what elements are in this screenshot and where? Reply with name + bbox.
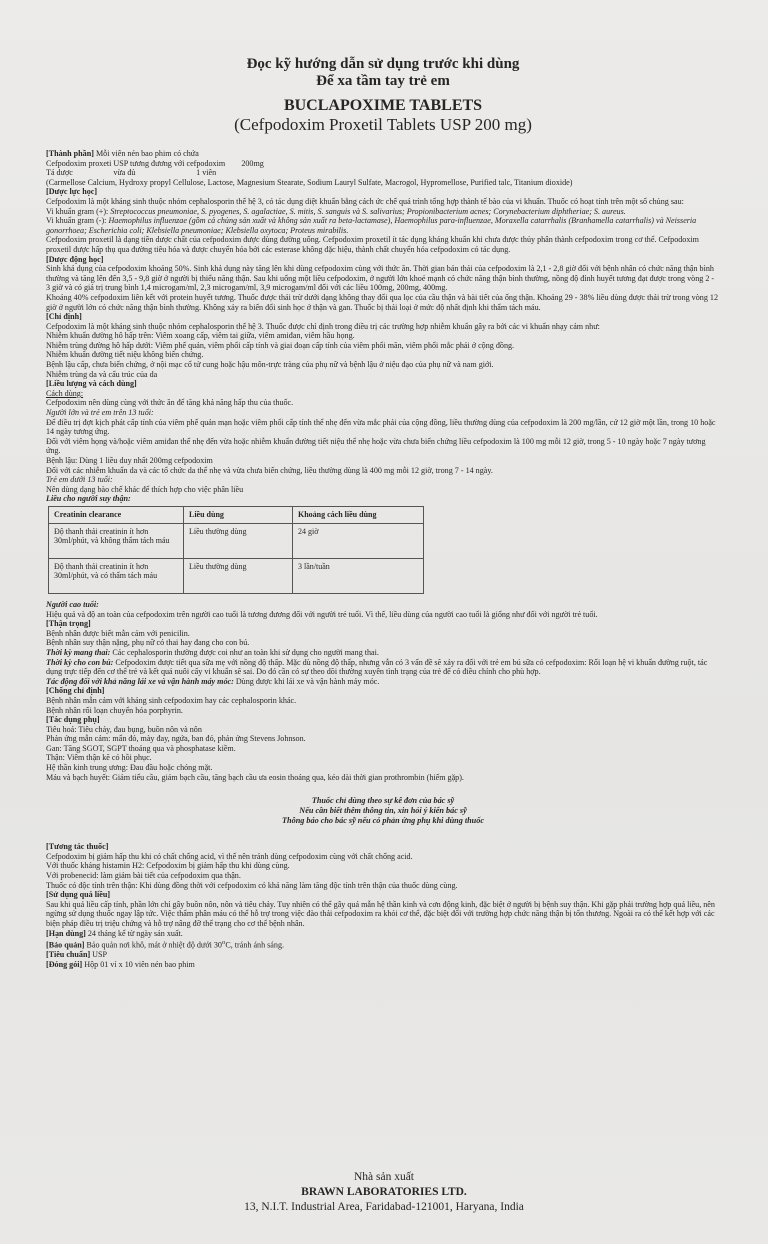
indication-line: Nhiễm trùng đường hô hấp dưới: Viêm phế quản, viêm phổi cấp tính và giai đoạn cấp tính của viêm phổi mãn, viêm phổi mắc phải ở cộng đồng. bbox=[46, 340, 515, 350]
usage-label: Cách dùng: bbox=[46, 388, 84, 398]
table-cell: Liều thường dùng bbox=[184, 523, 293, 558]
side-effect-line: Máu và bạch huyết: Giảm tiểu cầu, giảm bạch cầu, tăng bạch cầu ưa eosin thoáng qua, kéo dài thời gian prothrombin (hiếm gặp). bbox=[46, 772, 464, 782]
adult-dosage-label: Người lớn và trẻ em trên 13 tuổi: bbox=[46, 408, 154, 418]
interaction-line: Cefpodoxim bị giảm hấp thu khi có chất chống acid, vì thế nên tránh dùng cefpodoxim cùng với chất chống acid. bbox=[46, 851, 413, 861]
composition-excipients: (Carmellose Calcium, Hydroxy propyl Cellulose, Lactose, Magnesium Stearate, Sodium Lauryl Sulfate, Macrogol, Hypromellose, Purified talc, Titanium dioxide) bbox=[46, 177, 573, 187]
storage: [Bảo quản] Bảo quản nơi khô, mát ở nhiệt độ dưới 30$^o$C, tránh ánh sáng. bbox=[46, 939, 285, 950]
manufacturer-address: 13, N.I.T. Industrial Area, Faridabad-121001, Haryana, India bbox=[244, 1201, 524, 1213]
indications-heading: [Chỉ định] bbox=[46, 312, 82, 322]
pregnancy-note: Thời kỳ mang thai: Các cephalosporin thường được coi như an toàn khi sử dụng cho người mang thai. bbox=[46, 647, 379, 657]
adult-dosage-line: Để điều trị đợt kịch phát cấp tính của viêm phế quản mạn hoặc viêm phổi cấp tính thể nhẹ đến vừa mắc phải của cộng đồng, liều thường dùng của cefpodoxim là 200 mg/lần, cứ 12 giờ một lần, trong 10 hoặc 14 ngày tương ứng. bbox=[46, 417, 716, 437]
interactions-heading: [Tương tác thuốc] bbox=[46, 842, 109, 852]
indication-line: Cefpodoxim là một kháng sinh thuộc nhóm cephalosporin thế hệ 3. Thuốc được chỉ định trong điều trị các trường hợp nhiễm khuẩn gây ra bởi các vi khuẩn nhạy cảm như: bbox=[46, 321, 600, 331]
side-effect-line: Phản ứng mẫn cảm: mẩn đỏ, mày đay, ngứa, ban đỏ, phản ứng Stevens Johnson. bbox=[46, 734, 306, 744]
precaution-line: Bệnh nhân suy thận nặng, phụ nữ có thai hay đang cho con bú. bbox=[46, 638, 250, 648]
gram-negative: Vi khuẩn gram (-): Haemophilus influenzae (gồm cả chủng sản xuất và không sản xuất ra beta-lactamase), Haemophilus para-influenzae, Moraxella catarrhalis (Branhamella catarrhalis) và Neisseria gonorrhoea; Escherichia coli; Klebsiella pneumoniae; Klebsiella oxytoca; Proteus mirabilis. bbox=[46, 216, 697, 235]
pharmacodynamics-p2: Cefpodoxim proxetil là dạng tiền dược chất của cefpodoxim được dùng đường uống. Cefpodoxim proxetil ít tác dụng kháng khuẩn khi chưa được thủy phân thành cefpodoxim trong cơ thể. Cefpodoxim proxetil được hấp thụ qua đường tiêu hóa và được chuyển hóa bởi các esterase không đặc hiệu, thành chất chuyển hóa cefpodoxim có tác dụng. bbox=[46, 235, 699, 254]
table-header-row bbox=[49, 506, 424, 523]
warning-keep-away-children: Để xa tầm tay trẻ em bbox=[316, 73, 450, 89]
precaution-line: Bệnh nhân được biết mẫn cảm với penicilin. bbox=[46, 628, 190, 638]
indication-line: Nhiễm khuẩn đường hô hấp trên: Viêm xoang cấp, viêm tai giữa, viêm amiđan, viêm hầu họng. bbox=[46, 331, 355, 341]
lactation-note: Thời kỳ cho con bú: Cefpodoxim được tiết qua sữa mẹ với nồng độ thấp. Mặc dù nồng độ thấp, nhưng vẫn có 3 vấn đề sẽ xảy ra đối với trẻ em bú sữa có cefpodoxim: Rối loạn hệ vi khuẩn đường ruột, tác dụng trực tiếp đến cơ thể trẻ và kết quả nuôi cấy vi khuẩn sẽ sai. Do đó cần có sự theo dõi thường xuyên tình trạng của trẻ để có điều chỉnh cho phù hợp. bbox=[46, 657, 708, 677]
interaction-line: Thuốc có độc tính trên thận: Khi dùng đồng thời với cefpodoxim có khả năng làm tăng độc tính trên thận của thuốc dùng cùng. bbox=[46, 880, 458, 890]
interaction-line: Với thuốc kháng histamin H2: Cefpodoxim bị giảm hấp thu khi dùng cùng. bbox=[46, 861, 290, 871]
notice-ask-doctor: Nếu cần biết thêm thông tin, xin hỏi ý kiến bác sỹ bbox=[299, 806, 467, 816]
generic-name: (Cefpodoxim Proxetil Tablets USP 200 mg) bbox=[234, 115, 532, 134]
elderly-label: Người cao tuổi: bbox=[46, 599, 99, 609]
elderly-text: Hiệu quả và độ an toàn của cefpodoxim trên người cao tuổi là tương đương đối với người trẻ tuổi. Vì thế, liều dùng của người cao tuổi là giống như đối với người trẻ tuổi. bbox=[46, 609, 598, 619]
manufacturer-block bbox=[0, 1170, 768, 1215]
side-effects-heading: [Tác dụng phụ] bbox=[46, 715, 100, 725]
dosage-heading: [Liều lượng và cách dùng] bbox=[46, 379, 137, 389]
side-effect-line: Gan: Tăng SGOT, SGPT thoáng qua và phosphatase kiềm. bbox=[46, 743, 236, 753]
table-header: Liều dùng bbox=[184, 506, 293, 523]
adult-dosage-line: Đối với viêm họng và/hoặc viêm amiđan thể nhẹ đến vừa hoặc nhiễm khuẩn đường tiết niệu thể nhẹ hoặc vừa chưa biến chứng liều cefpodoxim là 100 mg mỗi 12 giờ, trong 5 - 10 ngày hoặc 7 ngày tương ứng. bbox=[46, 436, 706, 456]
table-cell: Độ thanh thải creatinin ít hơn 30ml/phút, và không thẩm tách máu bbox=[49, 523, 184, 558]
pharmacokinetics-p1: Sinh khả dụng của cefpodoxim khoảng 50%. Sinh khả dụng này tăng lên khi dùng cefpodoxim cùng với thức ăn. Thời gian bán thải của cefpodoxim là 2,1 - 2,8 giờ đối với bệnh nhân có chức năng thận bình thường và tăng lên đến 3,5 - 9,8 giờ ở người bị thiểu năng thận. Sau khi uống một liều cefpodoxim, ở người lớn khoẻ mạnh có chức năng thận bình thường, nồng độ đỉnh huyết tương đạt được trong vòng 2 - 3 giờ và có giá trị trung bình 1,4 microgam/ml, 2,3 microgam/ml, 3,9 microgam/ml đối với các liều 100mg, 200mg, 400mg. bbox=[46, 264, 715, 293]
standard: [Tiêu chuẩn] USP bbox=[46, 950, 108, 960]
table-cell: 3 lần/tuần bbox=[293, 558, 424, 593]
adult-dosage-line: Bệnh lậu: Dùng 1 liều duy nhất 200mg cefpodoxim bbox=[46, 456, 213, 465]
pharmacodynamics-heading: [Dược lực học] bbox=[46, 187, 98, 197]
renal-dosage-label: Liều cho người suy thận: bbox=[46, 494, 131, 504]
manufacturer-name: BRAWN LABORATORIES LTD. bbox=[301, 1186, 467, 1198]
table-header: Khoảng cách liều dùng bbox=[293, 506, 424, 523]
composition-line1: Cefpodoxim proxeti USP tương đương với cefpodoxim 200mg bbox=[46, 158, 264, 168]
pharmacodynamics-p1: Cefpodoxim là một kháng sinh thuộc nhóm cephalosporin thế hệ 3, có tác dụng diệt khuẩn bằng cách ức chế quá trình tổng hợp thành tế bào của vi khuẩn. Thuốc có hoạt tính trên một số chủng sau: bbox=[46, 196, 684, 206]
precautions-heading: [Thận trọng] bbox=[46, 619, 91, 629]
contraindication-line: Bệnh nhân rối loạn chuyển hóa porphyrin. bbox=[46, 705, 183, 715]
shelf-life: [Hạn dùng] 24 tháng kể từ ngày sản xuất. bbox=[46, 928, 183, 938]
adult-dosage-line: Đối với các nhiễm khuẩn da và các tổ chức da thể nhẹ và vừa chưa biến chứng, liều thường dùng là 400 mg mỗi 12 giờ, trong 7 - 14 ngày. bbox=[46, 465, 493, 475]
pharmacokinetics-p2: Khoảng 40% cefpodoxim liên kết với protein huyết tương. Thuốc được thải trừ dưới dạng không thay đổi qua lọc của cầu thận và bài tiết của ống thận. Khoảng 29 - 38% liều dùng được thải trừ trong vòng 12 giờ ở người lớn có chức năng thận bình thường. Không xảy ra biến đổi sinh học ở thận và gan. Thuốc bị thải loại ở mức độ nhất định khi thẩm tách máu. bbox=[46, 292, 718, 312]
product-name: BUCLAPOXIME TABLETS bbox=[283, 97, 483, 114]
side-effect-line: Hệ thần kinh trung ương: Đau đầu hoặc chóng mặt. bbox=[46, 763, 213, 773]
usage-text: Cefpodoxim nên dùng cùng với thức ăn để tăng khả năng hấp thu của thuốc. bbox=[46, 398, 294, 408]
indication-line: Nhiễm khuẩn đường tiết niệu không biến chứng. bbox=[46, 350, 204, 360]
composition-line2: Tá dược vừa đủ 1 viên bbox=[46, 168, 217, 178]
driving-note: Tác động đối với khả năng lái xe và vận hành máy móc: Dùng được khi lái xe và vận hành máy móc. bbox=[46, 676, 380, 686]
notice-report-side-effects: Thông báo cho bác sỹ nếu có phản ứng phụ khi dùng thuốc bbox=[282, 816, 484, 826]
table-header: Creatinin clearance bbox=[49, 506, 184, 523]
warning-read-instructions: Đọc kỹ hướng dẫn sử dụng trước khi dùng bbox=[246, 56, 520, 72]
overdose-heading: [Sử dụng quá liều] bbox=[46, 890, 111, 900]
side-effect-line: Thận: Viêm thận kẽ có hồi phục. bbox=[46, 753, 152, 763]
table-row bbox=[49, 523, 424, 558]
interaction-line: Với probenecid: làm giảm bài tiết của cefpodoxim qua thận. bbox=[46, 871, 241, 881]
indication-line: Bệnh lậu cấp, chưa biến chứng, ở nội mạc cổ tử cung hoặc hậu môn-trực tràng của phụ nữ và bệnh lậu ở niệu đạo của phụ nữ và nam giới. bbox=[46, 360, 494, 370]
pharmacokinetics-heading: [Dược động học] bbox=[46, 254, 104, 264]
table-cell: Độ thanh thải creatinin ít hơn 30ml/phút, và có thẩm tách máu bbox=[49, 558, 184, 593]
child-dosage-text: Nên dùng dạng bào chế khác để thích hợp cho việc phân liều bbox=[46, 484, 244, 494]
table-row bbox=[49, 558, 424, 593]
manufacturer-label: Nhà sản xuất bbox=[353, 1171, 415, 1183]
prescription-notice bbox=[46, 796, 720, 826]
side-effect-line: Tiêu hoá: Tiêu chảy, đau bụng, buồn nôn và nôn bbox=[46, 724, 202, 734]
renal-dosage-table bbox=[48, 506, 424, 594]
leaflet-body bbox=[46, 149, 720, 970]
leaflet-header bbox=[46, 56, 720, 135]
notice-prescription: Thuốc chỉ dùng theo sự kê đơn của bác sỹ bbox=[311, 796, 455, 806]
overdose-text: Sau khi quá liều cấp tính, phần lớn chỉ gây buồn nôn, nôn và tiêu chảy. Tuy nhiên có thể gây quá mẫn hệ thần kinh và cơn động kinh, đặc biệt ở người bị bệnh suy thận. Khi gặp phải trường hợp quá liều, nên ngừng sử dụng thuốc ngay lập tức. Việc thẩm phân máu có thể hỗ trợ trong việc đào thải cefpodoxim ra khỏi cơ thể, đặc biệt đối với trường hợp chức năng thận bị tổn thương. Ngoài ra có thể kết hợp với các biện pháp điều trị triệu chứng và hỗ trợ nâng đỡ thể trạng cho cơ thể bệnh nhân. bbox=[46, 899, 715, 928]
packing: [Đóng gói] Hộp 01 vỉ x 10 viên nén bao phim bbox=[46, 960, 195, 970]
composition-intro: [Thành phần] Mỗi viên nén bao phim có chứa bbox=[46, 149, 199, 158]
composition-heading: [Thành phần] bbox=[46, 149, 94, 158]
gram-positive: Vi khuẩn gram (+): Streptococcus pneumoniae, S. pyogenes, S. agalactiae, S. mitis, S. sanguis và S. salivarius; Propionibacterium acnes; Corynebacterium diphtheriae; S. aureus. bbox=[46, 206, 626, 216]
table-cell: 24 giờ bbox=[293, 523, 424, 558]
indication-line: Nhiễm trùng da và cấu trúc của da bbox=[46, 369, 158, 379]
table-cell: Liều thường dùng bbox=[184, 558, 293, 593]
contraindication-line: Bệnh nhân mẫn cảm với kháng sinh cefpodoxim hay các cephalosporin khác. bbox=[46, 695, 297, 705]
child-dosage-label: Trẻ em dưới 13 tuổi: bbox=[46, 475, 113, 485]
contraindications-heading: [Chống chỉ định] bbox=[46, 686, 105, 696]
